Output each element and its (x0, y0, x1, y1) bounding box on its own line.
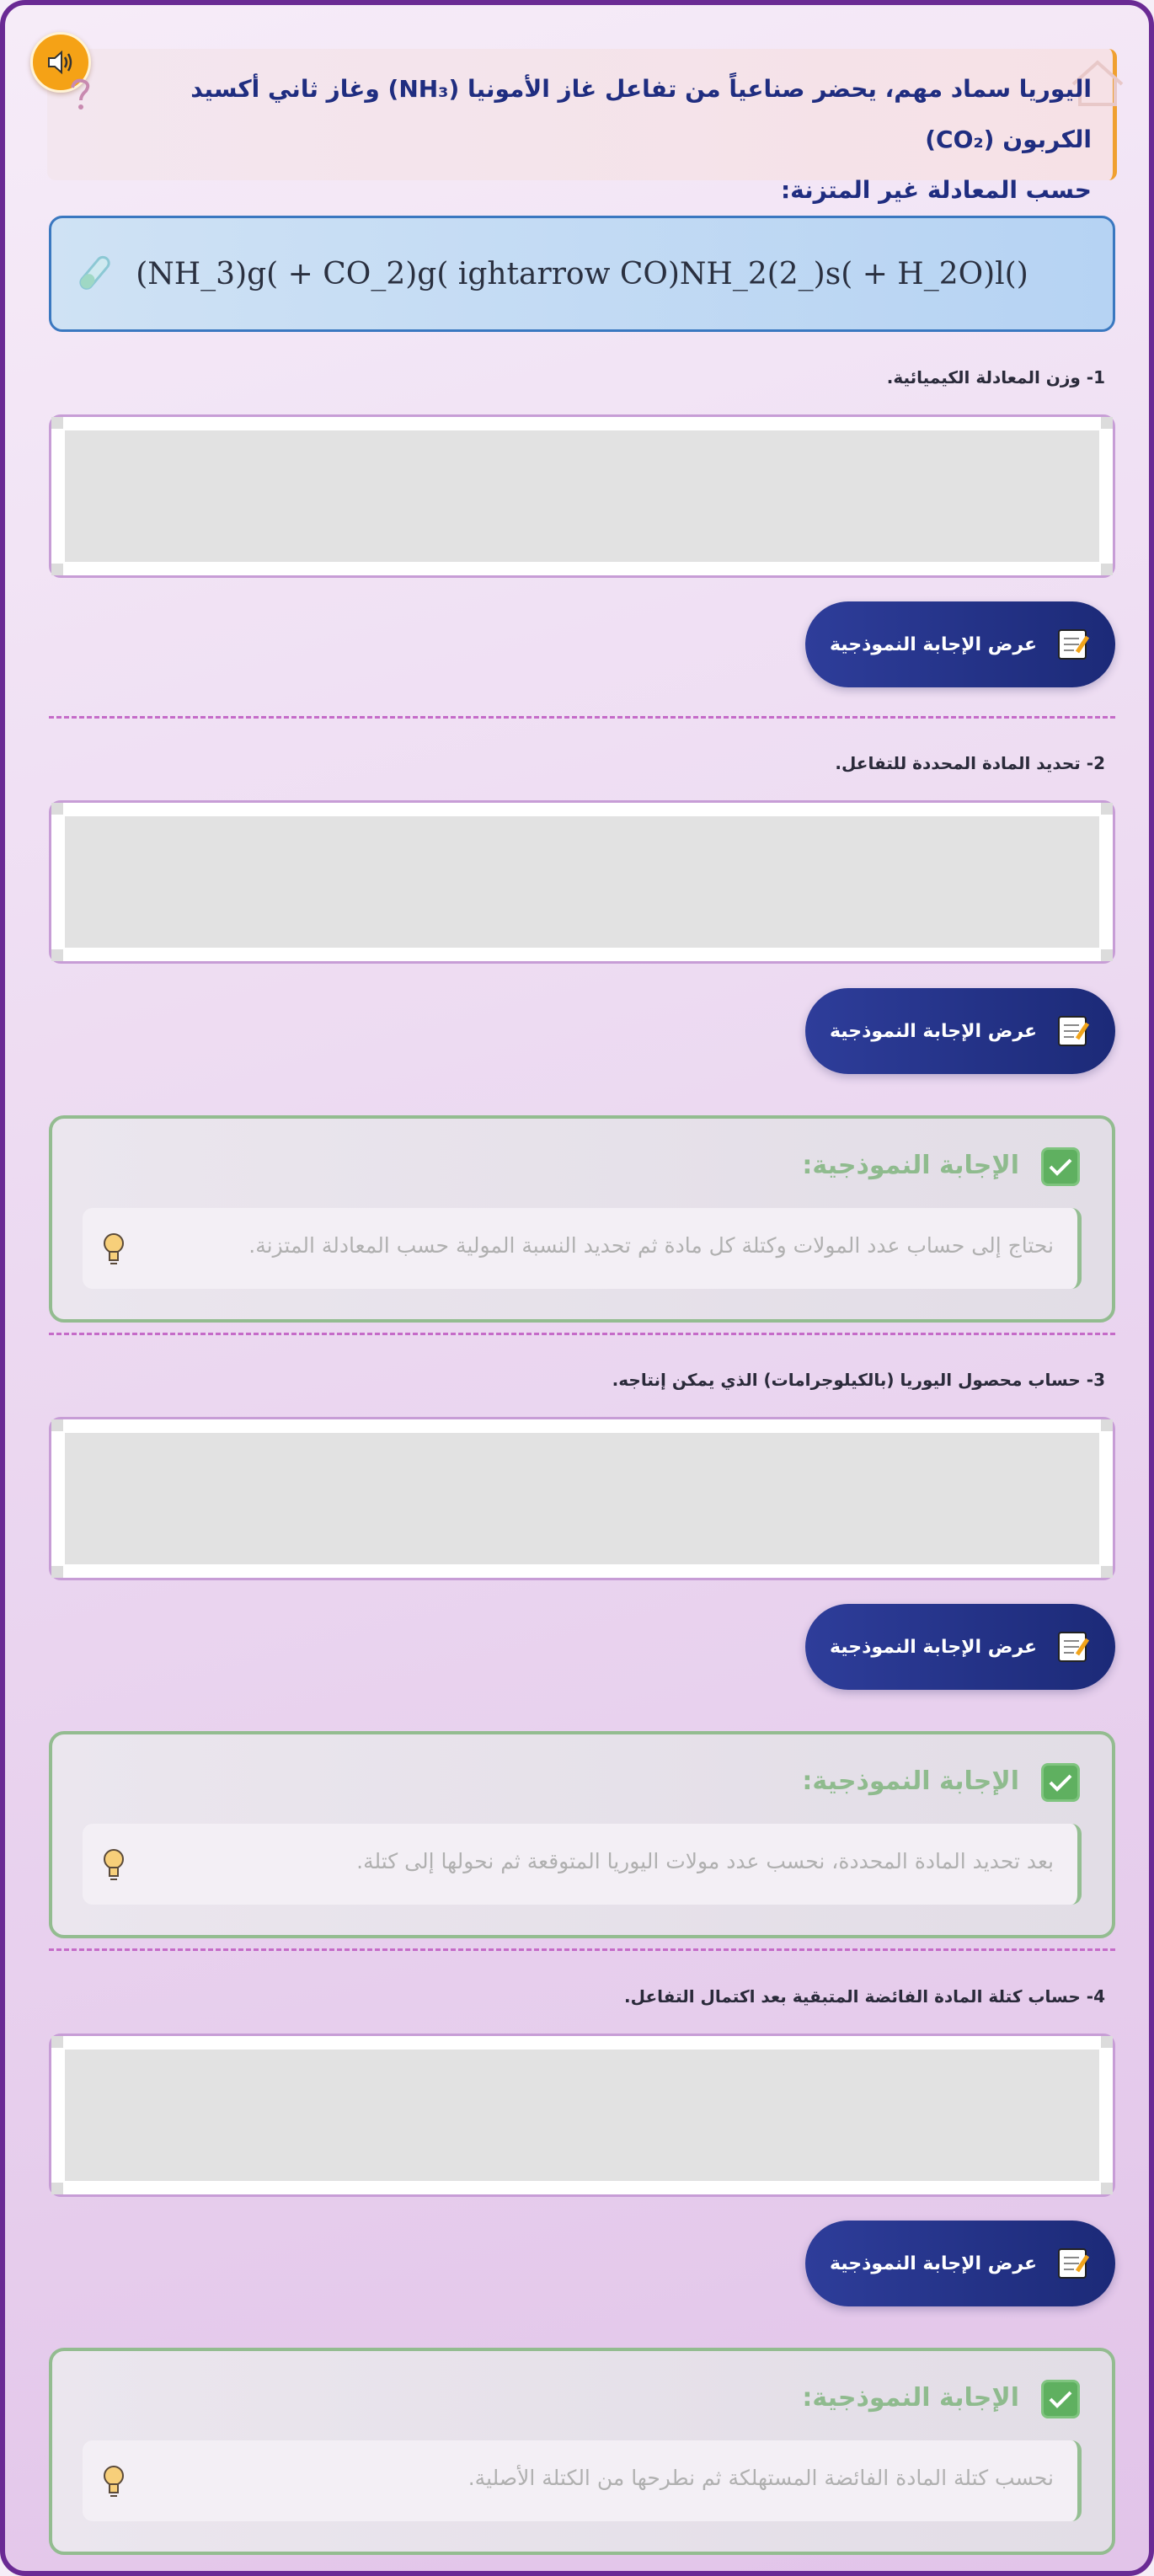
question-mark-icon (66, 77, 94, 111)
question-text (98, 64, 1092, 216)
answer-input-3[interactable] (65, 1433, 1099, 1564)
model-answer-box-3 (49, 1731, 1115, 1938)
model-answer-title: الإجابة النموذجية: (802, 1766, 1019, 1796)
notepad-icon (1055, 1013, 1091, 1049)
answer-input-1[interactable] (65, 430, 1099, 562)
section-divider (49, 1333, 1115, 1335)
show-answer-label: عرض الإجابة النموذجية (829, 2253, 1038, 2274)
question-4-label: 4- حساب كتلة المادة الفائضة المتبقية بعد اكتمال التفاعل. (624, 1986, 1105, 2007)
checkmark-icon (1041, 1147, 1080, 1186)
model-answer-hint (83, 2440, 1082, 2521)
answer-area-4 (49, 2034, 1115, 2197)
model-answer-box-4 (49, 2348, 1115, 2555)
show-answer-button-4[interactable] (805, 2221, 1115, 2306)
question-line-2: حسب المعادلة غير المتزنة: (780, 176, 1092, 204)
section-divider (49, 1948, 1115, 1951)
model-answer-text: نحتاج إلى حساب عدد المولات وكتلة كل مادة ثم تحديد النسبة المولية حسب المعادلة المتزنة. (248, 1233, 1054, 1258)
notepad-icon (1055, 1629, 1091, 1665)
lightbulb-icon (101, 1232, 126, 1265)
notepad-icon (1055, 627, 1091, 662)
show-answer-button-1[interactable] (805, 601, 1115, 687)
lightbulb-icon (101, 2464, 126, 2498)
lightbulb-icon (101, 1847, 126, 1881)
model-answer-hint (83, 1208, 1082, 1289)
checkmark-icon (1041, 1763, 1080, 1802)
equation-text: (NH_3)g( + CO_2)g( ightarrow CO)NH_2(2_)s( + H_2O)l() (136, 256, 1028, 291)
show-answer-button-2[interactable] (805, 988, 1115, 1074)
model-answer-title: الإجابة النموذجية: (802, 1151, 1019, 1180)
question-3-label: 3- حساب محصول اليوريا (بالكيلوجرامات) الذي يمكن إنتاجه. (612, 1370, 1105, 1390)
answer-area-3 (49, 1417, 1115, 1580)
model-answer-hint (83, 1824, 1082, 1905)
model-answer-text: نحسب كتلة المادة الفائضة المستهلكة ثم نطرحها من الكتلة الأصلية. (467, 2466, 1054, 2490)
question-1-label: 1- وزن المعادلة الكيميائية. (886, 367, 1105, 387)
question-line-1: اليوريا سماد مهم، يحضر صناعياً من تفاعل غاز الأمونيا (NH₃) وغاز ثاني أكسيد الكربون (CO₂) (190, 75, 1092, 153)
model-answer-box-2 (49, 1115, 1115, 1323)
section-divider (49, 716, 1115, 719)
show-answer-label: عرض الإجابة النموذجية (829, 1020, 1038, 1042)
question-2-label: 2- تحديد المادة المحددة للتفاعل. (835, 753, 1105, 773)
show-answer-label: عرض الإجابة النموذجية (829, 1636, 1038, 1658)
model-answer-text: بعد تحديد المادة المحددة، نحسب عدد مولات اليوريا المتوقعة ثم نحولها إلى كتلة. (356, 1849, 1054, 1873)
answer-area-2 (49, 800, 1115, 964)
answer-input-2[interactable] (65, 816, 1099, 948)
notepad-icon (1055, 2246, 1091, 2281)
show-answer-label: عرض الإجابة النموذجية (829, 633, 1038, 655)
model-answer-title: الإجابة النموذجية: (802, 2383, 1019, 2413)
answer-input-4[interactable] (65, 2050, 1099, 2181)
answer-area-1 (49, 414, 1115, 578)
speaker-icon (46, 50, 75, 75)
show-answer-button-3[interactable] (805, 1604, 1115, 1690)
checkmark-icon (1041, 2380, 1080, 2418)
